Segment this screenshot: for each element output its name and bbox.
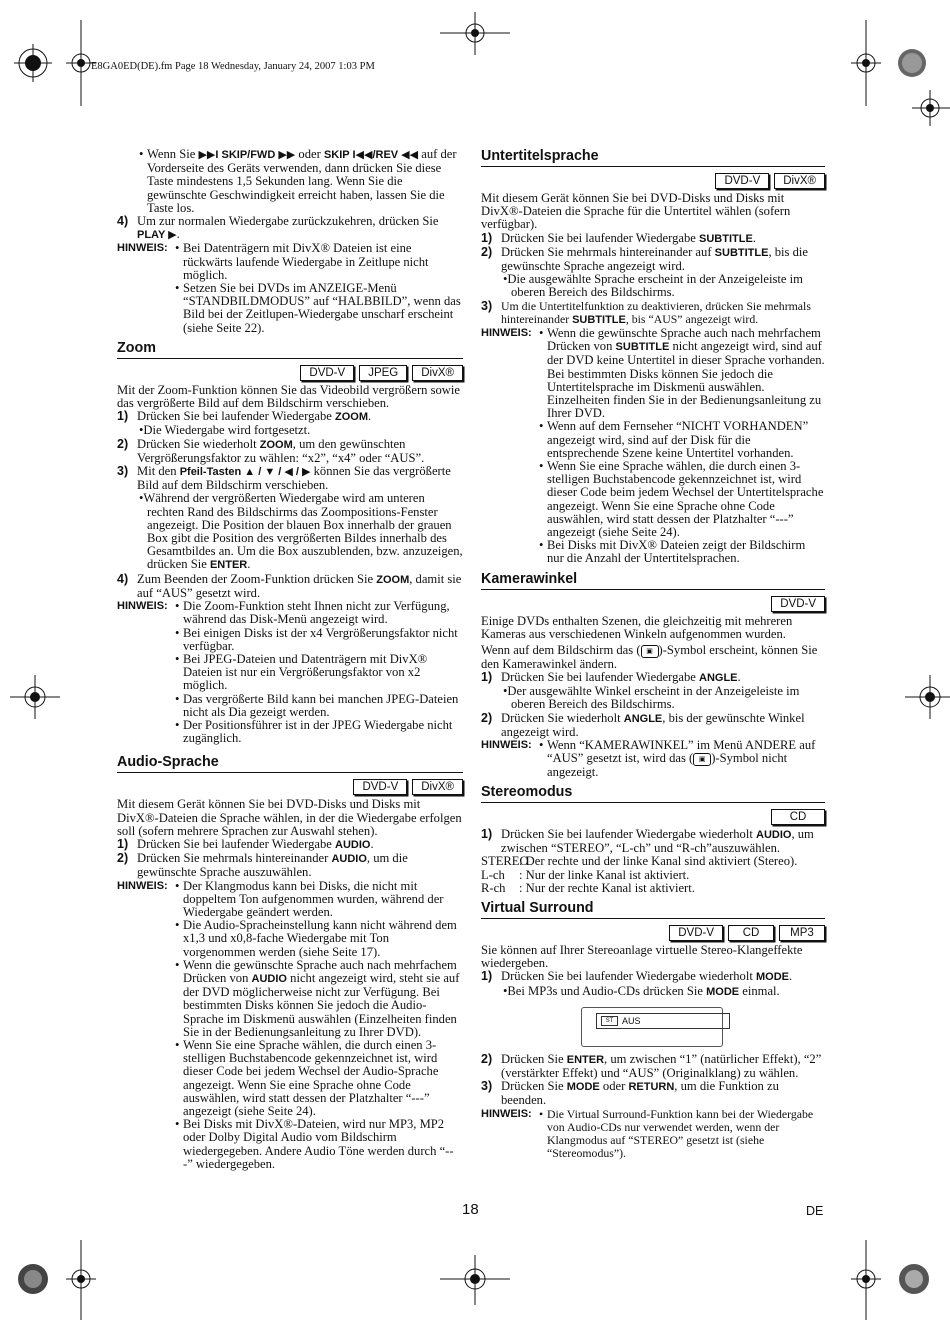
screen-display — [581, 1007, 723, 1047]
subtitle-heading: Untertitelsprache — [481, 148, 825, 167]
subtitle-note-item: • Wenn Sie eine Sprache wählen, die durch einen 3-stelligen Buchstabencode gekennzeichnet ist, wird dieser Code beim jedem Wechsel der Untertitelsprache angezeigt. Wenn Sie eine Sprache ohne Code auswählen, wird statt dessen der Platzhalter “---” angezeigt (siehe Seite 24). — [539, 459, 824, 540]
subtitle-section — [481, 148, 825, 566]
zoom-note-item: • Bei einigen Disks ist der x4 Vergrößerungsfaktor nicht verfügbar. — [175, 625, 458, 653]
audio-heading: Audio-Sprache — [117, 754, 463, 773]
virtual-surround-section — [481, 900, 825, 1160]
subtitle-step-2: 2) Drücken Sie mehrmals hintereinander auf SUBTITLE, bis die gewünschte Sprache angezeigt wird. — [481, 244, 808, 274]
badge-dvd-v: DVD-V — [771, 596, 825, 612]
badge-mp3: MP3 — [779, 925, 825, 941]
zoom-note: HINWEIS: • Die Zoom-Funktion steht Ihnen nicht zur Verfügung, während das Disk-Menü angezeigt wird. — [117, 599, 450, 627]
intro-note: HINWEIS: • Bei Datenträgern mit DivX® Dateien ist eine rückwärts laufende Wiedergabe in Zeitlupe nicht möglich. — [117, 241, 429, 282]
camera-angle-heading: Kamerawinkel — [481, 571, 825, 590]
zoom-note-item: • Der Positionsführer ist in der JPEG Wiedergabe nicht zugänglich. — [175, 717, 453, 746]
file-header: E8GA0ED(DE).fm Page 18 Wednesday, January 24, 2007 1:03 PM — [91, 61, 375, 72]
subtitle-note: HINWEIS: • Wenn die gewünschte Sprache auch nach mehrfachem Drücken von SUBTITLE nicht angezeigt wird, sind auf der DVD keine Untertitel in dieser Sprache vorhanden. Bei bestimmten Disks können Sie jedoch die Untertitelsprache im Diskmenü auswählen. Einzelheiten finden Sie in der Bedienungsanleitung zu Ihrer DVD. — [481, 326, 825, 421]
badge-cd: CD — [728, 925, 774, 941]
zoom-note-item: • Bei JPEG-Dateien und Datenträgern mit DivX® Dateien ist nur ein Vergrößerungsfaktor von x2 möglich. — [175, 651, 428, 693]
camera-angle-step-1-sub: •Der ausgewählte Winkel erscheint in der Anzeigeleiste im oberen Bereich des Bildschirms. — [503, 684, 800, 712]
badge-dvd-v: DVD-V — [715, 173, 769, 189]
audio-note-item: • Die Audio-Spracheinstellung kann nicht während dem x1,3 und x0,8-fache Wiedergabe mit Ton vorgenommen werden (siehe Seite 17). — [175, 918, 457, 959]
subtitle-step-1: 1) Drücken Sie bei laufender Wiedergabe SUBTITLE. — [481, 230, 756, 245]
camera-angle-step-2: 2) Drücken Sie wiederholt ANGLE, bis der gewünschte Winkel angezeigt wird. — [481, 710, 805, 739]
badge-divx: DivX® — [774, 173, 825, 189]
audio-step-2: 2) Drücken Sie mehrmals hintereinander AUDIO, um die gewünschte Sprache auszuwählen. — [117, 851, 408, 880]
zoom-intro: Mit der Zoom-Funktion können Sie das Videobild vergrößern sowie das vergrößerte Bild auf dem Bildschirm verschieben. — [117, 382, 460, 411]
camera-angle-badges — [481, 596, 825, 612]
subtitle-note-item: • Bei Disks mit DivX® Dateien zeigt der Bildschirm nur die Anzahl der Untertitelsprachen. — [539, 538, 806, 566]
intro-step-4: 4) Um zur normalen Wiedergabe zurückzukehren, drücken Sie PLAY ▶. — [117, 214, 439, 242]
audio-step-1: 1) Drücken Sie bei laufender Wiedergabe AUDIO. — [117, 836, 374, 851]
zoom-heading: Zoom — [117, 340, 463, 359]
zoom-step-4: 4) Zum Beenden der Zoom-Funktion drücken Sie ZOOM, damit sie auf “AUS” gesetzt wird. — [117, 571, 462, 600]
audio-intro: Mit diesem Gerät können Sie bei DVD-Disks und Disks mit DivX®-Dateien die Sprache wählen, in der die Wiedergabe erfolgen soll (sofern mehrere Sprachen zur Auswahl stehen). — [117, 797, 462, 838]
virtual-surround-step-1-sub: •Bei MP3s und Audio-CDs drücken Sie MODE einmal. — [503, 983, 780, 998]
badge-dvd-v: DVD-V — [669, 925, 723, 941]
audio-note-item: • Wenn die gewünschte Sprache auch nach mehrfachem Drücken von AUDIO nicht angezeigt wird, steht sie auf der DVD möglicherweise nicht zur Verfügung. Bei bestimmten Disks können Sie jedoch die Audio-Sprache im Diskmenü auswählen (Einzelheiten finden Sie in der Bedienungsanleitung zu Ihrer DVD). — [175, 957, 460, 1039]
virtual-surround-step-3: 3) Drücken Sie MODE oder RETURN, um die Funktion zu beenden. — [481, 1079, 779, 1108]
intro-note-item: • Setzen Sie bei DVDs im ANZEIGE-Menü “STANDBILDMODUS” auf “HALBBILD”, wenn das Bild bei der Zeitlupen-Wiedergabe unscharf erscheint (siehe Seite 22). — [175, 281, 461, 335]
surround-icon: ST — [601, 1016, 618, 1026]
zoom-step-1-sub: •Die Wiedergabe wird fortgesetzt. — [139, 423, 311, 438]
language-label: DE — [806, 1204, 824, 1218]
camera-angle-intro-2: Wenn auf dem Bildschirm das ( ▣ )-Symbol erscheint, können Sie den Kamerawinkel ändern. — [481, 643, 818, 671]
zoom-step-1: 1) Drücken Sie bei laufender Wiedergabe ZOOM. — [117, 409, 372, 424]
zoom-badges — [117, 365, 463, 381]
virtual-surround-badges — [481, 925, 825, 941]
stereo-row: STEREO : Der rechte und der linke Kanal sind aktiviert (Stereo). — [481, 854, 798, 869]
right-column — [481, 148, 825, 1160]
virtual-surround-note: HINWEIS: • Die Virtual Surround-Funktion kann bei der Wiedergabe von Audio-CDs nur verwendet werden, wenn der Klangmodus auf “STEREO” gesetzt ist (siehe “Stereomodus”). — [481, 1106, 814, 1161]
page-number: 18 — [462, 1201, 479, 1218]
stereo-row: R-ch : Nur der rechte Kanal ist aktiviert. — [481, 880, 695, 895]
virtual-surround-step-2: 2) Drücken Sie ENTER, um zwischen “1” (natürlicher Effekt), “2” (verstärkter Effekt) und “AUS” (Originalklang) zu wählen. — [481, 1051, 822, 1080]
subtitle-note-item: • Wenn auf dem Fernseher “NICHT VORHANDEN” angezeigt wird, sind auf der Disk für die entsprechende Szene keine Untertitel vorhanden. — [539, 419, 809, 460]
audio-note: HINWEIS: • Der Klangmodus kann bei Disks, die nicht mit doppeltem Ton aufgenommen wurden, während der Wiedergabe geändert werden. — [117, 878, 444, 919]
zoom-step-2: 2) Drücken Sie wiederholt ZOOM, um den gewünschten Vergrößerungsfaktor zu wählen: “x2”, “x4” oder “AUS”. — [117, 436, 425, 465]
subtitle-badges — [481, 173, 825, 189]
badge-jpeg: JPEG — [359, 365, 407, 381]
camera-angle-icon: ▣ — [693, 753, 711, 766]
badge-cd: CD — [771, 809, 825, 825]
intro-bullet: • Wenn Sie ▶▶I SKIP/FWD ▶▶ oder SKIP I◀◀/REV ◀◀ auf der Vorderseite des Geräts verwenden, dann drücken Sie diese Taste mindestens 1,5 Sekunden lang. Wenn Sie die gewünschte Geschwindigkeit erreicht haben, lassen Sie die Taste los. — [139, 147, 457, 215]
camera-angle-intro: Einige DVDs enthalten Szenen, die gleichzeitig mit mehreren Kameras aus verschiedenen Winkeln aufgenommen wurden. — [481, 613, 793, 641]
zoom-section — [117, 340, 463, 745]
camera-angle-note: HINWEIS: • Wenn “KAMERAWINKEL” im Menü ANDERE auf “AUS” gesetzt ist, wird das ( ▣ )-Symbol nicht angezeigt. — [481, 737, 816, 779]
subtitle-intro: Mit diesem Gerät können Sie bei DVD-Disks und Disks mit DivX®-Dateien die Sprache für die Untertitel wählen (sofern verfügbar). — [481, 191, 791, 232]
badge-dvd-v: DVD-V — [353, 779, 407, 795]
zoom-step-3-sub: •Während der vergrößerten Wiedergabe wird am unteren rechten Rand des Bildschirms das Zoompositions-Fenster angezeigt. Die Position der blauen Box innerhalb der grauen Box gibt die Position des vergrößerten Bildes innerhalb des Gesamtbildes an. Um die Box auszublenden, bzw. anzuzeigen, drücken Sie ENTER. — [139, 491, 463, 572]
surround-indicator: ST AUS — [596, 1013, 730, 1029]
virtual-surround-intro: Sie können auf Ihrer Stereoanlage virtuelle Stereo-Klangeffekte wiedergeben. — [481, 942, 803, 971]
stereo-badges — [481, 809, 825, 825]
badge-dvd-v: DVD-V — [300, 365, 354, 381]
zoom-step-3: 3) Mit den Pfeil-Tasten ▲ / ▼ / ◀ / ▶ können Sie das vergrößerte Bild auf dem Bildschirm verschieben. — [117, 464, 451, 493]
zoom-note-item: • Das vergrößerte Bild kann bei manchen JPEG-Dateien nicht als Dia gezeigt werden. — [175, 691, 459, 719]
stereo-heading: Stereomodus — [481, 784, 825, 803]
audio-section — [117, 754, 463, 1171]
badge-divx: DivX® — [412, 779, 463, 795]
subtitle-step-3: 3) Um die Untertitelfunktion zu deaktivieren, drücken Sie mehrmals hintereinander SUBTITLE, bis “AUS” angezeigt wird. — [481, 298, 811, 326]
badge-divx: DivX® — [412, 365, 463, 381]
stereo-section — [481, 784, 825, 895]
audio-note-item: • Wenn Sie eine Sprache wählen, die durch einen 3-stelligen Buchstabencode gekennzeichnet ist, wird dieser Code bei jedem Wechsel der Audio-Sprache angezeigt. Wenn Sie eine Sprache ohne Code auswählen, wird statt dessen der Platzhalter “---” angezeigt (siehe Seite 24). — [175, 1037, 439, 1118]
virtual-surround-heading: Virtual Surround — [481, 900, 825, 919]
subtitle-step-2-sub: •Die ausgewählte Sprache erscheint in der Anzeigeleiste im oberen Bereich des Bildschirms. — [503, 272, 803, 300]
stereo-step-1: 1) Drücken Sie bei laufender Wiedergabe wiederholt AUDIO, um zwischen “STEREO”, “L-ch” und “R-ch”auszuwählen. — [481, 826, 814, 856]
virtual-surround-step-1: 1) Drücken Sie bei laufender Wiedergabe wiederholt MODE. — [481, 969, 793, 984]
audio-note-item: • Bei Disks mit DivX®-Dateien, wird nur MP3, MP2 oder Dolby Digital Audio vom Bildschirm wiedergegeben. Andere Audio Töne werden durch “---” wiedergegeben. — [175, 1117, 454, 1171]
stereo-row: L-ch : Nur der linke Kanal ist aktiviert. — [481, 867, 690, 882]
camera-angle-section — [481, 571, 825, 779]
camera-angle-step-1: 1) Drücken Sie bei laufender Wiedergabe ANGLE. — [481, 669, 741, 684]
camera-angle-icon: ▣ — [641, 645, 659, 658]
left-column — [117, 148, 463, 1171]
audio-badges — [117, 779, 463, 795]
